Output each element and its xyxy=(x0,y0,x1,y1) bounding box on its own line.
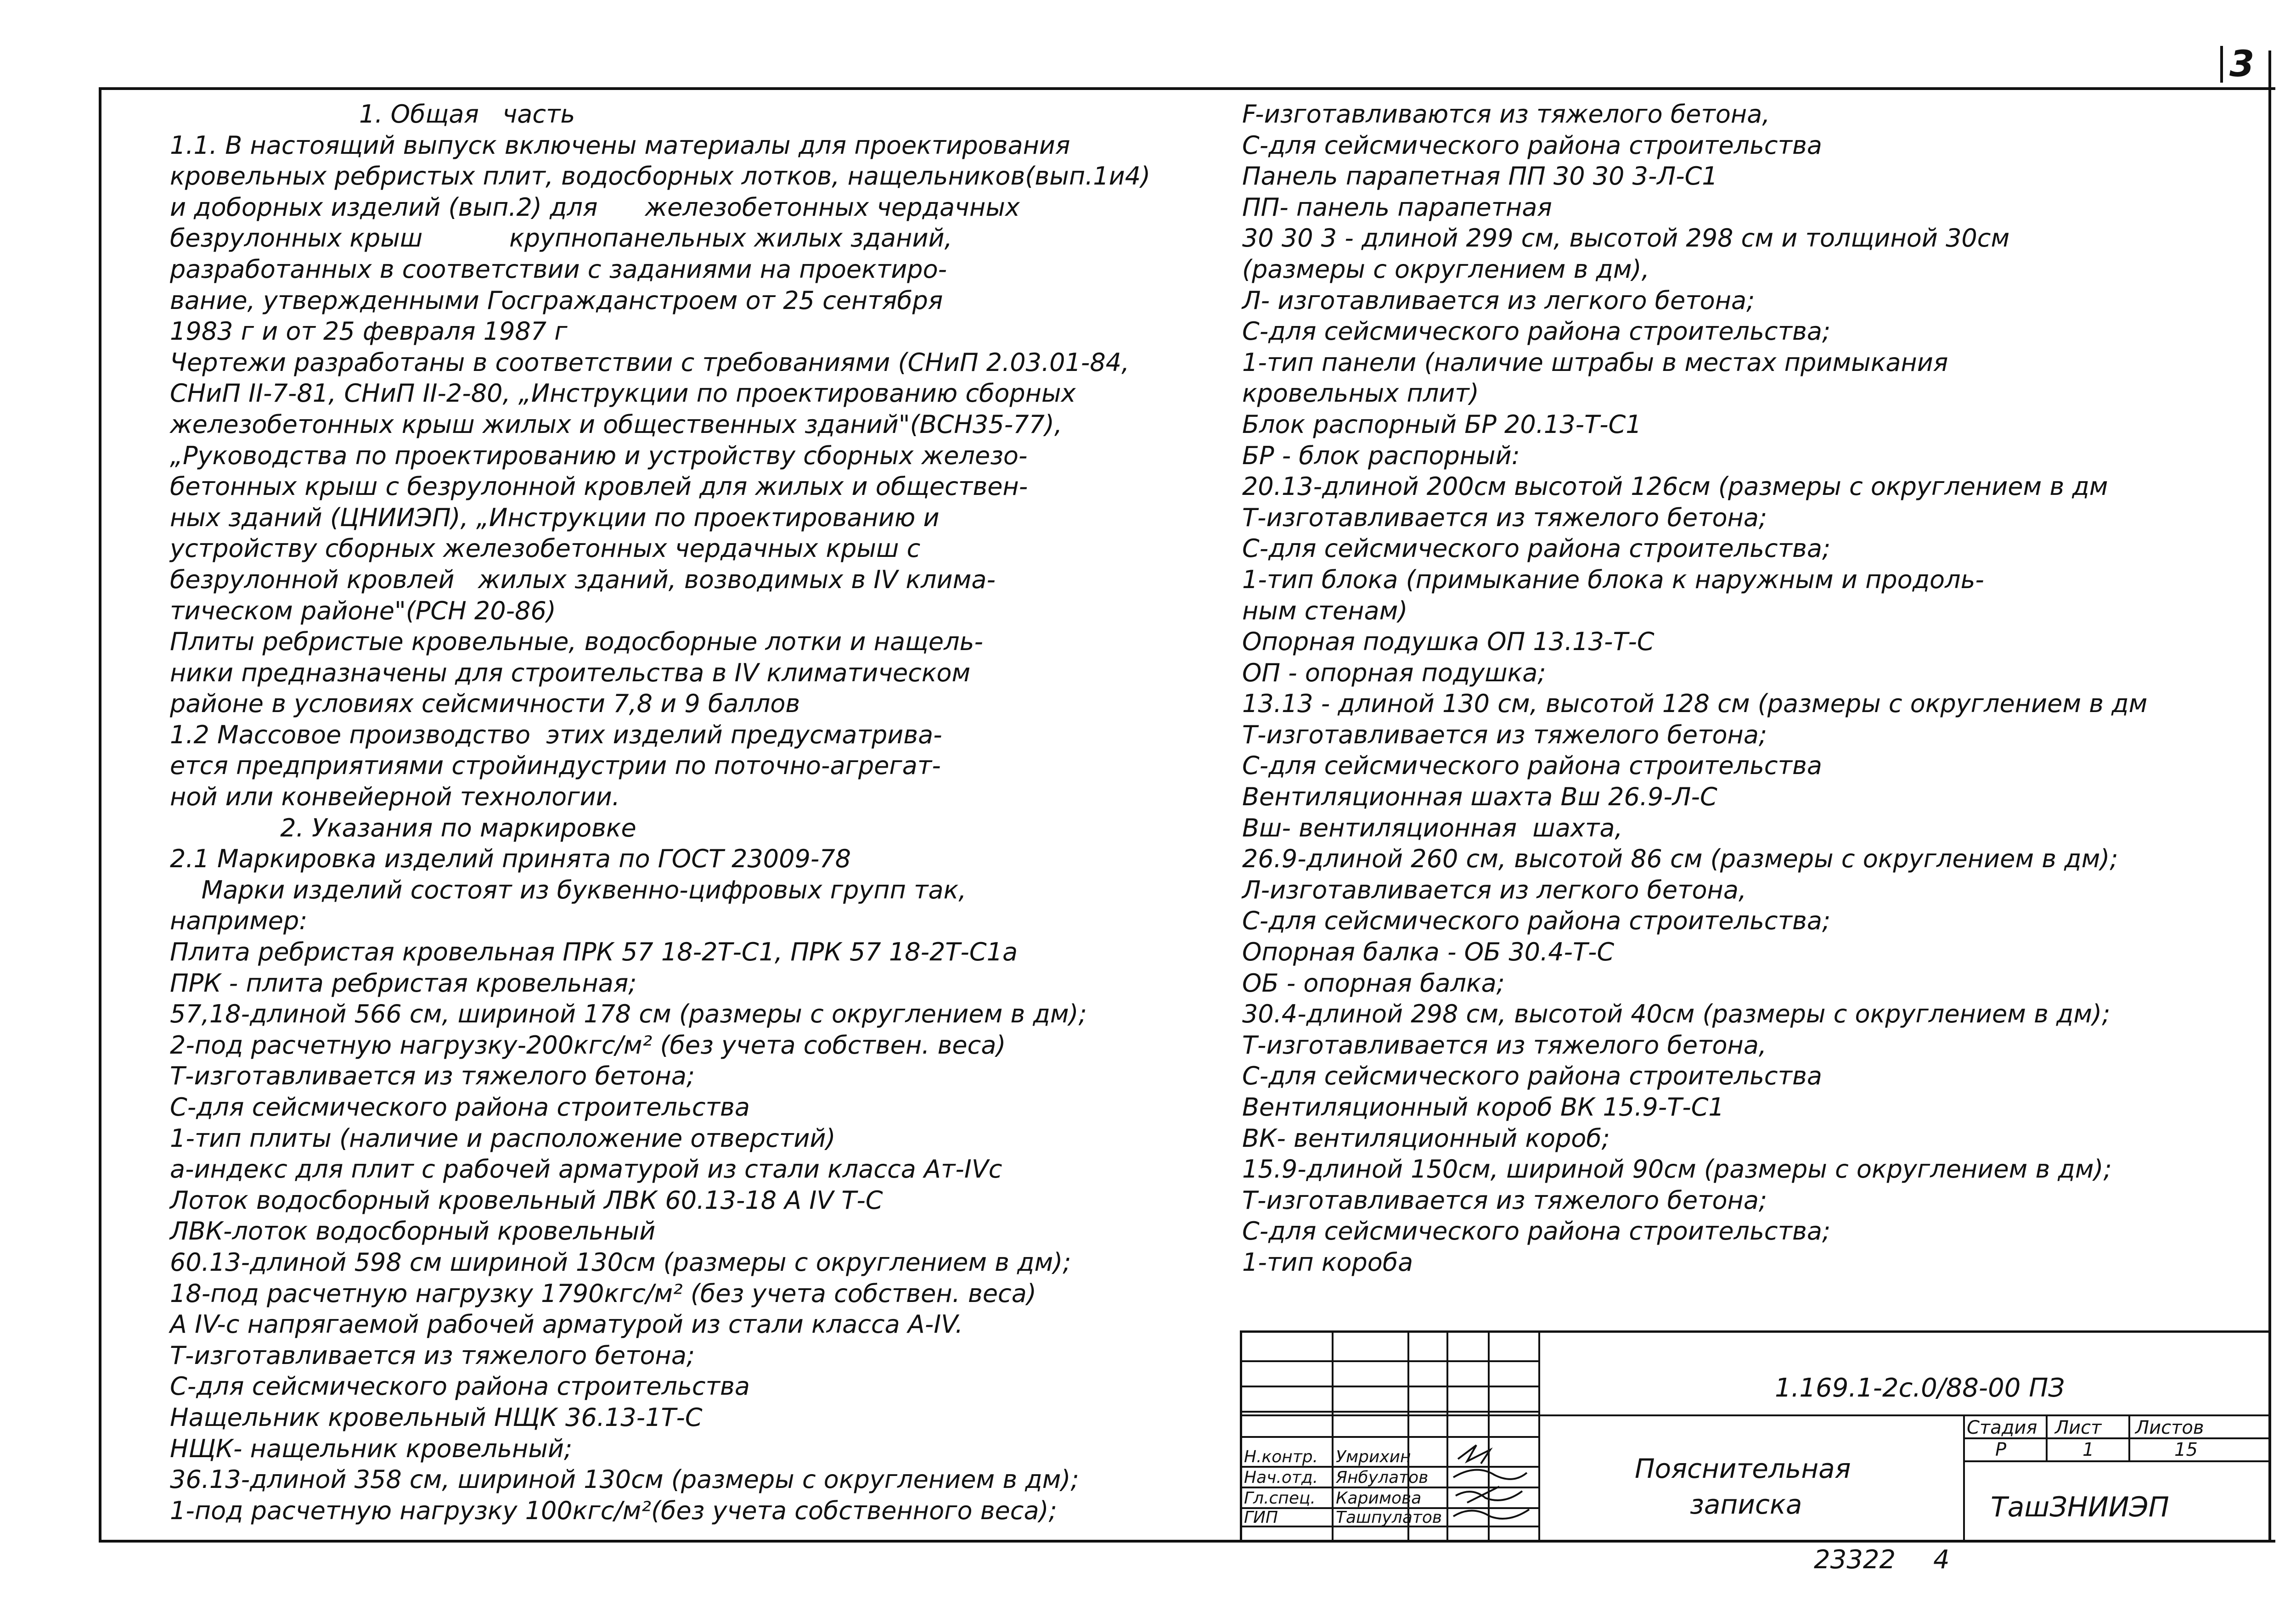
text-line: (размеры с округлением в дм), xyxy=(1242,254,1649,284)
text-line: С-для сейсмического района строительства xyxy=(170,1372,750,1401)
stamp-title-line2: записка xyxy=(1690,1489,1802,1520)
text-line: Л- изготавливается из легкого бетона; xyxy=(1242,286,1755,315)
text-line: ПП- панель парапетная xyxy=(1242,192,1552,222)
text-line: С-для сейсмического района строительства xyxy=(1242,1061,1822,1091)
text-line: 36.13-длиной 358 см, шириной 130см (размеры с округлением в дм); xyxy=(170,1465,1079,1494)
text-line: Нащельник кровельный НЩК 36.13-1Т-С xyxy=(170,1403,703,1432)
text-line: районе в условиях сейсмичности 7,8 и 9 баллов xyxy=(170,689,800,718)
stamp-doc-code: 1.169.1-2с.0/88-00 ПЗ xyxy=(1775,1373,2065,1403)
text-line: 1.2 Массовое производство этих изделий предусматрива- xyxy=(170,720,942,749)
stamp-sheet-value: 1 xyxy=(2082,1439,2094,1460)
stamp-person: Умрихин xyxy=(1336,1448,1411,1466)
text-line: ЛВК-лоток водосборный кровельный xyxy=(170,1217,656,1246)
sheet-number: 3 xyxy=(2229,44,2255,85)
text-line: например: xyxy=(170,906,308,936)
text-line: 1-тип панели (наличие штрабы в местах примыкания xyxy=(1242,348,1948,377)
text-line: 15.9-длиной 150см, шириной 90см (размеры с округлением в дм); xyxy=(1242,1155,2112,1184)
text-line: Плиты ребристые кровельные, водосборные лотки и нащель- xyxy=(170,627,983,656)
stamp-person: Янбулатов xyxy=(1336,1468,1429,1487)
sheet-corner-tick xyxy=(2220,46,2223,83)
text-line: тическом районе"(РСН 20-86) xyxy=(170,596,556,625)
text-line: Плита ребристая кровельная ПРК 57 18-2Т-С1, ПРК 57 18-2Т-С1а xyxy=(170,937,1018,967)
stamp-divider xyxy=(1538,1333,1540,1543)
text-line: С-для сейсмического района строительства; xyxy=(1242,534,1831,563)
text-line: ОП - опорная подушка; xyxy=(1242,658,1546,687)
left-text-column xyxy=(170,99,1221,1526)
text-line: вание, утвержденными Госгражданстроем от 25 сентября xyxy=(170,286,943,315)
stamp-row-line xyxy=(1242,1411,1538,1413)
text-line: Опорная балка - ОБ 30.4-Т-С xyxy=(1242,937,1615,967)
text-line: 57,18-длиной 566 см, шириной 178 см (размеры с округлением в дм); xyxy=(170,999,1087,1029)
stamp-divider xyxy=(2046,1414,2048,1460)
text-line: безрулонных крыш крупнопанельных жилых зданий, xyxy=(170,224,952,253)
text-line: Опорная подушка ОП 13.13-Т-С xyxy=(1242,627,1654,656)
text-line: „Руководства по проектированию и устройству сборных железо- xyxy=(170,441,1028,470)
stamp-role: Н.контр. xyxy=(1244,1448,1318,1466)
text-line: ным стенам) xyxy=(1242,596,1408,625)
stamp-role: ГИП xyxy=(1244,1508,1278,1527)
signatures-image xyxy=(1449,1441,1536,1526)
text-line: 1-тип блока (примыкание блока к наружным и продоль- xyxy=(1242,565,1984,594)
text-line: НЩК- нащельник кровельный; xyxy=(170,1434,573,1463)
text-line: Вш- вентиляционная шахта, xyxy=(1242,813,1623,842)
text-line: Т-изготавливается из тяжелого бетона, xyxy=(1242,1030,1767,1060)
text-line: 2.1 Маркировка изделий принята по ГОСТ 23009-78 xyxy=(170,844,851,874)
text-line: ОБ - опорная балка; xyxy=(1242,968,1505,998)
text-line: С-для сейсмического района строительства; xyxy=(1242,317,1831,346)
text-line: кровельных плит) xyxy=(1242,379,1479,408)
text-line: ВК- вентиляционный короб; xyxy=(1242,1123,1610,1153)
text-line: а-индекс для плит с рабочей арматурой из стали класса Ат-IVс xyxy=(170,1155,1002,1184)
text-line: БР - блок распорный: xyxy=(1242,441,1520,470)
text-line: кровельных ребристых плит, водосборных лотков, нащельников(вып.1и4) xyxy=(170,162,1151,191)
text-line: Л-изготавливается из легкого бетона, xyxy=(1242,875,1747,904)
text-line: 1983 г и от 25 февраля 1987 г xyxy=(170,317,568,346)
stamp-divider xyxy=(2128,1414,2130,1460)
text-line: 18-под расчетную нагрузку 1790кгс/м² (без учета собствен. веса) xyxy=(170,1279,1036,1308)
text-line: Вентиляционная шахта Вш 26.9-Л-С xyxy=(1242,782,1717,812)
text-line: 1. Общая часть xyxy=(170,100,575,129)
stamp-role: Гл.спец. xyxy=(1244,1489,1316,1508)
text-line: ных зданий (ЦНИИЭП), „Инструкции по проектированию и xyxy=(170,503,940,532)
text-line: 1-тип плиты (наличие и расположение отверстий) xyxy=(170,1123,836,1153)
text-line: 30 30 3 - длиной 299 см, высотой 298 см и толщиной 30см xyxy=(1242,224,2010,253)
text-line: ПРК - плита ребристая кровельная; xyxy=(170,968,637,998)
text-line: и доборных изделий (вып.2) для железобетонных чердачных xyxy=(170,192,1020,222)
stamp-stage-value: Р xyxy=(1995,1439,2007,1460)
stamp-row-line xyxy=(1963,1460,2271,1462)
stamp-sheets-label: Листов xyxy=(2135,1417,2204,1438)
footer-page-number: 4 xyxy=(1933,1545,1950,1575)
text-line: устройству сборных железобетонных чердачных крыш с xyxy=(170,534,921,563)
text-line: 2-под расчетную нагрузку-200кгс/м² (без учета собствен. веса) xyxy=(170,1030,1006,1060)
text-line: 1.1. В настоящий выпуск включены материалы для проектирования xyxy=(170,130,1070,160)
text-line: 20.13-длиной 200см высотой 126см (размеры с округлением в дм xyxy=(1242,472,2108,501)
text-line: 26.9-длиной 260 см, высотой 86 см (размеры с округлением в дм); xyxy=(1242,844,2118,874)
text-line: СНиП II-7-81, СНиП II-2-80, „Инструкции по проектированию сборных xyxy=(170,379,1076,408)
text-line: С-для сейсмического района строительства xyxy=(170,1093,750,1122)
text-line: 30.4-длиной 298 см, высотой 40см (размеры с округлением в дм); xyxy=(1242,999,2110,1029)
stamp-person: Ташпулатов xyxy=(1336,1508,1442,1527)
text-line: 1-под расчетную нагрузку 100кгс/м²(без учета собственного веса); xyxy=(170,1496,1057,1525)
stamp-row-line xyxy=(1242,1360,1538,1362)
text-line: С-для сейсмического района строительства; xyxy=(1242,906,1831,936)
title-block xyxy=(1240,1330,2268,1543)
text-line: С-для сейсмического района строительства xyxy=(1242,751,1822,780)
text-line: А IV-с напрягаемой рабочей арматурой из стали класса А-IV. xyxy=(170,1310,963,1339)
text-line: 60.13-длиной 598 см шириной 130см (размеры с округлением в дм); xyxy=(170,1247,1071,1277)
text-line: 13.13 - длиной 130 см, высотой 128 см (размеры с округлением в дм xyxy=(1242,689,2148,718)
stamp-person: Каримова xyxy=(1336,1489,1422,1508)
text-line: 2. Указания по маркировке xyxy=(170,813,636,842)
text-line: ной или конвейерной технологии. xyxy=(170,782,620,812)
drawing-frame-right-edge xyxy=(2268,50,2271,1543)
text-line: Т-изготавливается из тяжелого бетона; xyxy=(1242,1185,1767,1215)
text-line: Т-изготавливается из тяжелого бетона; xyxy=(1242,720,1767,749)
text-line: ники предназначены для строительства в IV климатическом xyxy=(170,658,971,687)
stamp-sheets-value: 15 xyxy=(2174,1439,2198,1460)
text-line: F-изготавливаются из тяжелого бетона, xyxy=(1242,100,1770,129)
stamp-title-line1: Пояснительная xyxy=(1635,1453,1851,1484)
stamp-row-line xyxy=(1242,1386,1538,1387)
stamp-main-line xyxy=(1242,1414,2271,1416)
right-text-column xyxy=(1242,99,2266,1278)
text-line: Лоток водосборный кровельный ЛВК 60.13-18 А IV Т-С xyxy=(170,1185,883,1215)
stamp-divider xyxy=(1963,1414,1965,1543)
text-line: безрулонной кровлей жилых зданий, возводимых в IV клима- xyxy=(170,565,996,594)
text-line: бетонных крыш с безрулонной кровлей для жилых и обществен- xyxy=(170,472,1028,501)
text-line: Блок распорный БР 20.13-Т-С1 xyxy=(1242,410,1642,439)
stamp-stage-label: Стадия xyxy=(1967,1417,2037,1438)
text-line: Т-изготавливается из тяжелого бетона; xyxy=(1242,503,1767,532)
text-line: Т-изготавливается из тяжелого бетона; xyxy=(170,1061,695,1091)
inventory-number: 23322 xyxy=(1814,1545,1896,1575)
text-line: Чертежи разработаны в соответствии с требованиями (СНиП 2.03.01-84, xyxy=(170,348,1130,377)
text-line: Панель парапетная ПП 30 30 3-Л-С1 xyxy=(1242,162,1718,191)
text-line: ется предприятиями стройиндустрии по поточно-агрегат- xyxy=(170,751,941,780)
stamp-sheet-label: Лист xyxy=(2055,1417,2102,1438)
text-line: С-для сейсмического района строительства xyxy=(1242,130,1822,160)
stamp-organization: ТашЗНИИЭП xyxy=(1991,1491,2169,1523)
text-line: Вентиляционный короб ВК 15.9-Т-С1 xyxy=(1242,1093,1724,1122)
stamp-role: Нач.отд. xyxy=(1244,1468,1318,1487)
text-line: Т-изготавливается из тяжелого бетона; xyxy=(170,1341,695,1370)
text-line: разработанных в соответствии с заданиями на проектиро- xyxy=(170,254,947,284)
text-line: Марки изделий состоят из буквенно-цифровых групп так, xyxy=(170,875,967,904)
text-line: 1-тип короба xyxy=(1242,1247,1413,1277)
text-line: С-для сейсмического района строительства; xyxy=(1242,1217,1831,1246)
text-line: железобетонных крыш жилых и общественных зданий"(ВСН35-77), xyxy=(170,410,1063,439)
stamp-row-line xyxy=(1242,1436,1538,1438)
